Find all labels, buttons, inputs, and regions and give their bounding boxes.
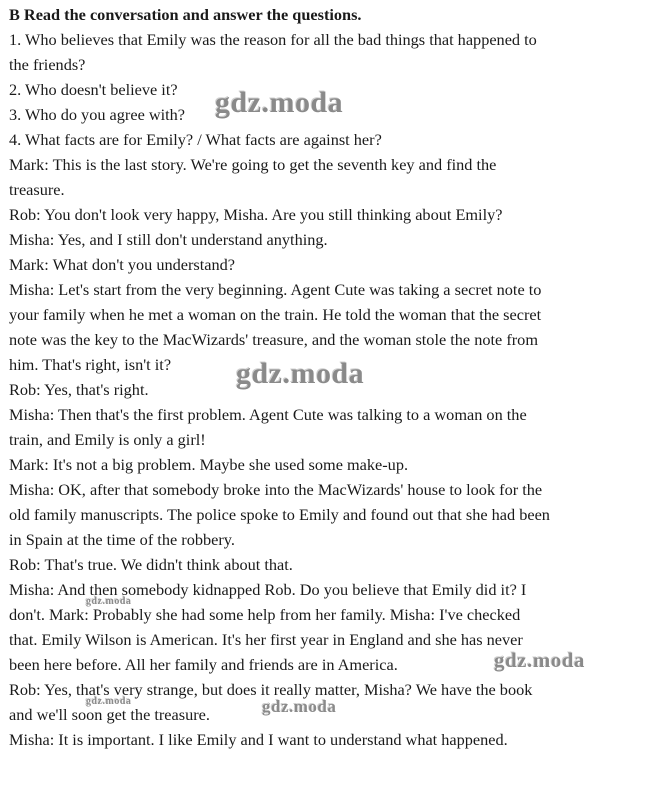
- dialogue-line: Mark: It's not a big problem. Maybe she used some make-up.: [9, 455, 409, 474]
- watermark: gdz.moda: [494, 648, 585, 672]
- dialogue-line: Misha: And then somebody kidnapped Rob. Do you believe that Emily did it? I: [9, 580, 527, 599]
- dialogue-line: Mark: What don't you understand?: [9, 255, 235, 274]
- dialogue-line: note was the key to the MacWizards' treasure, and the woman stole the note from: [9, 330, 538, 349]
- dialogue-line: Mark: This is the last story. We're going to get the seventh key and find the: [9, 155, 497, 174]
- dialogue-line: don't. Mark: Probably she had some help from her family. Misha: I've checked: [9, 605, 521, 624]
- dialogue-line: Misha: Then that's the first problem. Agent Cute was talking to a woman on the: [9, 405, 527, 424]
- dialogue-line: that. Emily Wilson is American. It's her first year in England and she has never: [9, 630, 523, 649]
- question-1-line-1: 1. Who believes that Emily was the reason for all the bad things that happened to: [9, 30, 537, 49]
- dialogue-line: treasure.: [9, 180, 65, 199]
- dialogue-line: Rob: You don't look very happy, Misha. Are you still thinking about Emily?: [9, 205, 503, 224]
- dialogue-line: him. That's right, isn't it?: [9, 355, 172, 374]
- dialogue-line: Rob: Yes, that's very strange, but does it really matter, Misha? We have the book: [9, 680, 533, 699]
- watermark: gdz.moda: [86, 596, 132, 607]
- dialogue-line: train, and Emily is only a girl!: [9, 430, 206, 449]
- watermark: gdz.moda: [236, 357, 365, 390]
- dialogue-line: Misha: OK, after that somebody broke into the MacWizards' house to look for the: [9, 480, 543, 499]
- exercise-heading: B Read the conversation and answer the questions.: [9, 5, 362, 24]
- dialogue-line: Rob: Yes, that's right.: [9, 380, 149, 399]
- dialogue-line: your family when he met a woman on the train. He told the woman that the secret: [9, 305, 542, 324]
- dialogue-line: old family manuscripts. The police spoke to Emily and found out that she had been: [9, 505, 550, 524]
- question-3: 3. Who do you agree with?: [9, 105, 186, 124]
- dialogue-line: Misha: Yes, and I still don't understand anything.: [9, 230, 328, 249]
- dialogue-line: Misha: It is important. I like Emily and I want to understand what happened.: [9, 730, 508, 749]
- dialogue-line: Misha: Let's start from the very beginning. Agent Cute was taking a secret note to: [9, 280, 542, 299]
- dialogue-line: been here before. All her family and friends are in America.: [9, 655, 398, 674]
- watermark: gdz.moda: [215, 86, 344, 119]
- dialogue-line: Rob: That's true. We didn't think about that.: [9, 555, 293, 574]
- question-4: 4. What facts are for Emily? / What facts are against her?: [9, 130, 382, 149]
- dialogue-line: and we'll soon get the treasure.: [9, 705, 210, 724]
- exercise-page: [9, 2, 641, 752]
- watermark: gdz.moda: [262, 697, 337, 716]
- question-1-line-2: the friends?: [9, 55, 86, 74]
- dialogue-line: in Spain at the time of the robbery.: [9, 530, 235, 549]
- watermark: gdz.moda: [86, 696, 132, 707]
- question-2: 2. Who doesn't believe it?: [9, 80, 178, 99]
